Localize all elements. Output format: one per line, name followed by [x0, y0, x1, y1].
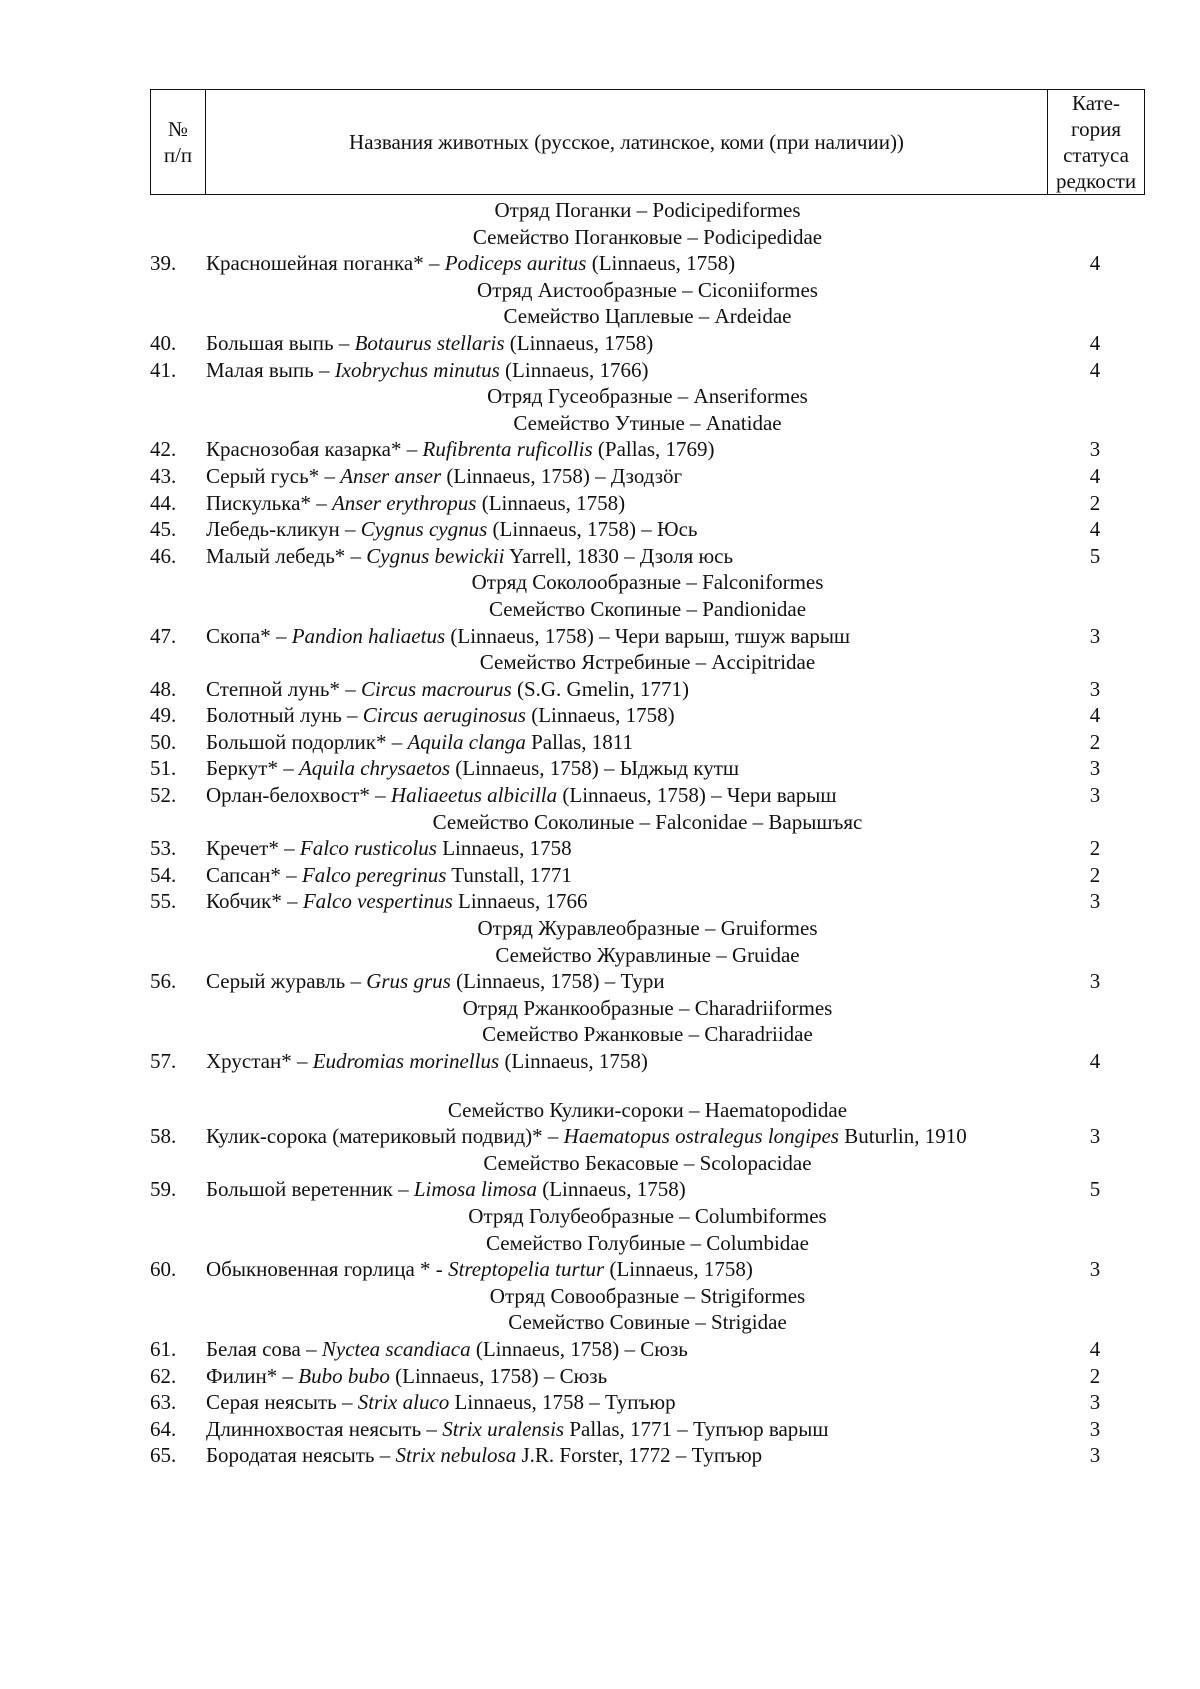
- species-name: [206, 1176, 995, 1203]
- rarity-category: 3: [1089, 676, 1101, 701]
- species-name: [206, 623, 995, 650]
- species-russian-name: Бородатая неясыть –: [206, 1443, 396, 1468]
- species-russian-name: Хрустан* –: [206, 1049, 313, 1073]
- species-number: 57.: [150, 1049, 177, 1073]
- species-authority: Buturlin, 1910: [838, 1124, 967, 1149]
- species-name: [206, 782, 995, 809]
- species-number: 56.: [150, 969, 177, 994]
- species-name: [206, 357, 995, 384]
- species-name: [206, 490, 995, 517]
- species-russian-name: Малая выпь –: [206, 357, 335, 382]
- species-latin-name: Rufibrenta ruficollis: [422, 437, 593, 462]
- species-latin-name: Cygnus cygnus: [360, 517, 488, 542]
- species-name: [206, 330, 995, 357]
- species-row: [150, 1048, 1145, 1075]
- header-number-symbol: №: [167, 117, 189, 141]
- rarity-category: 2: [1089, 862, 1101, 887]
- taxon-group-text: Семейство Кулики-сороки – Haematopodidae: [447, 1097, 848, 1122]
- taxon-group-heading: [150, 1150, 1145, 1177]
- species-row: [150, 782, 1145, 809]
- rarity-category: 3: [1089, 1124, 1101, 1149]
- species-authority: Pallas, 1771 – Тупъюр варыш: [564, 1416, 829, 1441]
- taxon-group-text: Отряд Соколообразные – Falconiformes: [471, 570, 824, 595]
- species-number: 62.: [150, 1363, 177, 1388]
- species-russian-name: Длиннохвостая неясыть –: [206, 1416, 443, 1441]
- species-name: [206, 862, 995, 889]
- species-row: [150, 888, 1145, 915]
- species-number: 47.: [150, 623, 177, 648]
- species-number: 42.: [150, 437, 177, 462]
- species-row: [150, 755, 1145, 782]
- species-latin-name: Haliaeetus albicilla: [390, 783, 558, 808]
- species-latin-name: Limosa limosa: [413, 1177, 537, 1202]
- species-row: [150, 1256, 1145, 1283]
- species-authority: Linnaeus, 1766: [452, 889, 588, 914]
- rarity-category: 3: [1089, 783, 1101, 808]
- taxon-group-heading: [150, 809, 1145, 836]
- table-body: [150, 197, 1145, 1469]
- species-name: [206, 702, 995, 729]
- species-row: [150, 862, 1145, 889]
- taxon-group-heading: [150, 1021, 1145, 1048]
- rarity-category: 2: [1089, 490, 1101, 515]
- species-authority: (Linnaeus, 1758): [525, 703, 675, 728]
- species-russian-name: Серый гусь* –: [206, 463, 341, 488]
- rarity-category: 4: [1089, 357, 1101, 382]
- species-latin-name: Haematopus ostralegus longipes: [563, 1124, 839, 1149]
- header-category-column: [1047, 90, 1144, 194]
- taxon-group-text: Семейство Журавлиные – Gruidae: [495, 942, 800, 967]
- taxon-group-heading: [150, 1203, 1145, 1230]
- rarity-category: 3: [1089, 1257, 1101, 1282]
- species-authority: (Linnaeus, 1758) – Чери варыш, тшуж варыш: [445, 623, 851, 648]
- species-name: [206, 543, 995, 570]
- taxon-group-heading: [150, 942, 1145, 969]
- species-number: 40.: [150, 330, 177, 355]
- species-name: [206, 1389, 995, 1416]
- species-row: [150, 436, 1145, 463]
- species-latin-name: Botaurus stellaris: [354, 330, 505, 355]
- taxon-group-heading: [150, 410, 1145, 437]
- rarity-category: 3: [1089, 437, 1101, 462]
- species-latin-name: Anser anser: [340, 463, 442, 488]
- header-name-label: Названия животных (русское, латинское, коми (при наличии)): [349, 129, 904, 154]
- species-russian-name: Пискулька* –: [206, 490, 332, 515]
- species-authority: (Pallas, 1769): [592, 437, 715, 462]
- species-number: 43.: [150, 463, 177, 488]
- species-name: [206, 250, 995, 277]
- species-number: 54.: [150, 862, 177, 887]
- species-authority: Yarrell, 1830 – Дзоля юсь: [504, 543, 734, 568]
- species-row: [150, 968, 1145, 995]
- species-row: [150, 676, 1145, 703]
- species-row: [150, 357, 1145, 384]
- taxon-group-text: Семейство Соколиные – Falconidae – Варышъяс: [432, 809, 863, 834]
- taxon-group-text: Семейство Утиные – Anatidae: [513, 410, 782, 435]
- species-authority: Linnaeus, 1758: [436, 836, 572, 861]
- species-authority: (Linnaeus, 1758) – Ыджыд кутш: [450, 756, 740, 781]
- species-name: [206, 436, 995, 463]
- taxon-group-text: Отряд Совообразные – Strigiformes: [489, 1283, 806, 1308]
- species-name: [206, 516, 995, 543]
- taxon-group-text: Отряд Голубеобразные – Columbiformes: [468, 1203, 827, 1228]
- species-latin-name: Streptopelia turtur: [448, 1257, 605, 1282]
- species-latin-name: Nyctea scandiaca: [321, 1336, 471, 1361]
- species-russian-name: Сапсан* –: [206, 862, 302, 887]
- species-russian-name: Большая выпь –: [206, 330, 355, 355]
- species-russian-name: Орлан-белохвост* –: [206, 783, 391, 808]
- species-number: 44.: [150, 490, 177, 515]
- rarity-category: 2: [1089, 729, 1101, 754]
- species-russian-name: Серая неясыть –: [206, 1390, 358, 1415]
- species-russian-name: Скопа* –: [206, 623, 292, 648]
- rarity-category: 4: [1089, 517, 1101, 542]
- species-number: 59.: [150, 1177, 177, 1202]
- species-latin-name: Aquila clanga: [407, 729, 526, 754]
- species-authority: (Linnaeus, 1766): [499, 357, 649, 382]
- rarity-category: 3: [1089, 1390, 1101, 1415]
- species-number: 61.: [150, 1336, 177, 1361]
- species-row: [150, 835, 1145, 862]
- species-authority: Pallas, 1811: [525, 729, 634, 754]
- species-russian-name: Кулик-сорока (материковый подвид)* –: [206, 1124, 564, 1149]
- species-name: [206, 676, 995, 703]
- species-authority: Tunstall, 1771: [446, 862, 572, 887]
- species-row: [150, 702, 1145, 729]
- species-russian-name: Кобчик* –: [206, 889, 303, 914]
- rarity-category: 2: [1089, 1363, 1101, 1388]
- species-russian-name: Белая сова –: [206, 1336, 322, 1361]
- species-authority: (Linnaeus, 1758): [499, 1049, 648, 1073]
- species-russian-name: Беркут* –: [206, 756, 299, 781]
- species-number: 58.: [150, 1124, 177, 1149]
- taxon-group-heading: [150, 915, 1145, 942]
- taxon-group-heading: [150, 197, 1145, 224]
- header-name-column: [206, 90, 1047, 194]
- species-russian-name: Степной лунь* –: [206, 676, 361, 701]
- species-latin-name: Grus grus: [366, 969, 451, 994]
- rarity-category: 4: [1089, 330, 1101, 355]
- taxon-group-heading: [150, 224, 1145, 251]
- species-name: [206, 1123, 995, 1150]
- species-authority: (Linnaeus, 1758): [476, 490, 626, 515]
- taxon-group-text: Семейство Поганковые – Podicipedidae: [472, 224, 823, 249]
- rarity-category: 3: [1089, 889, 1101, 914]
- taxon-group-text: Отряд Ржанкообразные – Charadriiformes: [462, 995, 833, 1020]
- rarity-category: 3: [1089, 1416, 1101, 1441]
- species-name: [206, 1442, 995, 1469]
- species-russian-name: Кречет* –: [206, 836, 300, 861]
- species-row: [150, 490, 1145, 517]
- species-row: [150, 1389, 1145, 1416]
- species-number: 65.: [150, 1443, 177, 1468]
- species-number: 50.: [150, 729, 177, 754]
- species-russian-name: Филин* –: [206, 1363, 299, 1388]
- species-name: [206, 1363, 995, 1390]
- header-category-line-3: статуса: [1063, 143, 1129, 167]
- taxon-group-text: Семейство Скопиные – Pandionidae: [488, 596, 807, 621]
- species-authority: J.R. Forster, 1772 – Тупъюр: [516, 1443, 763, 1468]
- taxon-group-text: Семейство Голубиные – Columbidae: [486, 1230, 809, 1255]
- species-name: [206, 1416, 995, 1443]
- rarity-category: 3: [1089, 969, 1101, 994]
- species-row: [150, 1123, 1145, 1150]
- species-russian-name: Краснозобая казарка* –: [206, 437, 423, 462]
- taxon-group-heading: [150, 569, 1145, 596]
- header-category-line-2: гория: [1071, 117, 1121, 141]
- species-latin-name: Falco peregrinus: [301, 862, 447, 887]
- header-number-column: [151, 90, 206, 194]
- species-row: [150, 729, 1145, 756]
- taxon-group-heading: [150, 1230, 1145, 1257]
- species-authority: (Linnaeus, 1758) – Дзодзöг: [441, 463, 683, 488]
- species-name: [206, 1336, 995, 1363]
- rarity-category: 4: [1089, 1049, 1101, 1073]
- table-header: [150, 89, 1145, 195]
- taxon-group-heading: [150, 383, 1145, 410]
- species-name: [206, 463, 995, 490]
- rarity-category: 4: [1089, 463, 1101, 488]
- species-russian-name: Малый лебедь* –: [206, 543, 367, 568]
- species-russian-name: Болотный лунь –: [206, 703, 363, 728]
- species-authority: Linnaeus, 1758 – Тупъюр: [449, 1390, 676, 1415]
- species-number: 41.: [150, 357, 177, 382]
- species-latin-name: Falco rusticolus: [299, 836, 437, 861]
- species-number: 52.: [150, 783, 177, 808]
- taxon-group-text: Отряд Журавлеобразные – Gruiformes: [477, 916, 818, 941]
- taxon-group-text: Семейство Бекасовые – Scolopacidae: [483, 1150, 812, 1175]
- species-row: [150, 1416, 1145, 1443]
- taxon-group-text: Отряд Гусеобразные – Anseriformes: [487, 384, 808, 409]
- species-russian-name: Большой веретенник –: [206, 1177, 414, 1202]
- taxon-group-heading: [150, 1097, 1145, 1124]
- species-authority: (Linnaeus, 1758) – Юсь: [487, 517, 698, 542]
- species-name: [206, 755, 995, 782]
- rarity-category: 3: [1089, 1443, 1101, 1468]
- species-name: [206, 835, 995, 862]
- species-row: [150, 516, 1145, 543]
- species-authority: (Linnaeus, 1758) – Сюзь: [389, 1363, 608, 1388]
- species-number: 51.: [150, 756, 177, 781]
- row-spacer: [150, 1075, 1145, 1097]
- species-authority: (Linnaeus, 1758) – Чери варыш: [557, 783, 837, 808]
- species-row: [150, 250, 1145, 277]
- rarity-category: 4: [1089, 251, 1101, 276]
- species-row: [150, 1336, 1145, 1363]
- rarity-category: 4: [1089, 703, 1101, 728]
- species-number: 55.: [150, 889, 177, 914]
- taxon-group-text: Семейство Совиные – Strigidae: [508, 1310, 787, 1335]
- species-row: [150, 543, 1145, 570]
- species-number: 63.: [150, 1390, 177, 1415]
- species-latin-name: Ixobrychus minutus: [334, 357, 500, 382]
- taxon-group-heading: [150, 1309, 1145, 1336]
- species-authority: (Linnaeus, 1758): [504, 330, 654, 355]
- header-category-line-4: редкости: [1055, 169, 1137, 193]
- rarity-category: 4: [1089, 1336, 1101, 1361]
- species-name: [206, 968, 995, 995]
- species-russian-name: Красношейная поганка* –: [206, 251, 445, 276]
- rarity-category: 2: [1089, 836, 1101, 861]
- taxon-group-heading: [150, 277, 1145, 304]
- species-authority: (Linnaeus, 1758): [536, 1177, 686, 1202]
- species-number: 49.: [150, 703, 177, 728]
- species-number: 48.: [150, 676, 177, 701]
- species-row: [150, 623, 1145, 650]
- species-name: [206, 1048, 995, 1075]
- species-number: 46.: [150, 543, 177, 568]
- species-row: [150, 330, 1145, 357]
- species-authority: (Linnaeus, 1758): [604, 1257, 753, 1282]
- taxon-group-text: Семейство Цаплевые – Ardeidae: [503, 304, 792, 329]
- species-row: [150, 1176, 1145, 1203]
- species-russian-name: Серый журавль –: [206, 969, 367, 994]
- rarity-category: 5: [1089, 1177, 1101, 1202]
- species-latin-name: Anser erythropus: [331, 490, 477, 515]
- species-latin-name: Pandion haliaetus: [291, 623, 446, 648]
- taxon-group-text: Отряд Аистообразные – Ciconiiformes: [477, 277, 818, 302]
- species-number: 45.: [150, 517, 177, 542]
- taxon-group-heading: [150, 1283, 1145, 1310]
- rarity-category: 3: [1089, 623, 1101, 648]
- species-row: [150, 463, 1145, 490]
- species-number: 39.: [150, 251, 177, 276]
- species-russian-name: Лебедь-кликун –: [206, 517, 361, 542]
- species-latin-name: Strix aluco: [357, 1390, 450, 1415]
- taxon-group-text: Отряд Поганки – Podicipediformes: [494, 198, 801, 222]
- species-authority: (Linnaeus, 1758) – Тури: [450, 969, 665, 994]
- taxon-group-heading: [150, 649, 1145, 676]
- taxon-group-text: Семейство Ржанковые – Charadriidae: [482, 1022, 813, 1047]
- species-authority: (Linnaeus, 1758): [586, 251, 736, 276]
- species-latin-name: Strix nebulosa: [395, 1443, 517, 1468]
- header-category-line-1: Кате-: [1072, 91, 1120, 115]
- species-latin-name: Bubo bubo: [298, 1363, 390, 1388]
- species-latin-name: Circus macrourus: [361, 676, 512, 701]
- taxon-group-heading: [150, 596, 1145, 623]
- species-name: [206, 729, 995, 756]
- species-latin-name: Aquila chrysaetos: [298, 756, 451, 781]
- species-number: 64.: [150, 1416, 177, 1441]
- species-number: 53.: [150, 836, 177, 861]
- species-name: [206, 888, 995, 915]
- taxon-group-heading: [150, 995, 1145, 1022]
- species-row: [150, 1363, 1145, 1390]
- species-latin-name: Podiceps auritus: [444, 251, 587, 276]
- species-name: [206, 1256, 995, 1283]
- species-latin-name: Strix uralensis: [442, 1416, 565, 1441]
- rarity-category: 5: [1089, 543, 1101, 568]
- taxon-group-text: Семейство Ястребиные – Accipitridae: [479, 650, 816, 675]
- species-russian-name: Обыкновенная горлица * -: [206, 1257, 449, 1282]
- rarity-category: 3: [1089, 756, 1101, 781]
- species-number: 60.: [150, 1257, 177, 1282]
- species-latin-name: Falco vespertinus: [302, 889, 453, 914]
- species-latin-name: Eudromias morinellus: [312, 1049, 500, 1073]
- species-authority: (S.G. Gmelin, 1771): [511, 676, 690, 701]
- species-latin-name: Circus aeruginosus: [362, 703, 526, 728]
- species-authority: (Linnaeus, 1758) – Сюзь: [470, 1336, 688, 1361]
- species-latin-name: Cygnus bewickii: [366, 543, 505, 568]
- species-row: [150, 1442, 1145, 1469]
- header-number-abbrev: п/п: [163, 143, 193, 167]
- species-russian-name: Большой подорлик* –: [206, 729, 408, 754]
- taxon-group-heading: [150, 303, 1145, 330]
